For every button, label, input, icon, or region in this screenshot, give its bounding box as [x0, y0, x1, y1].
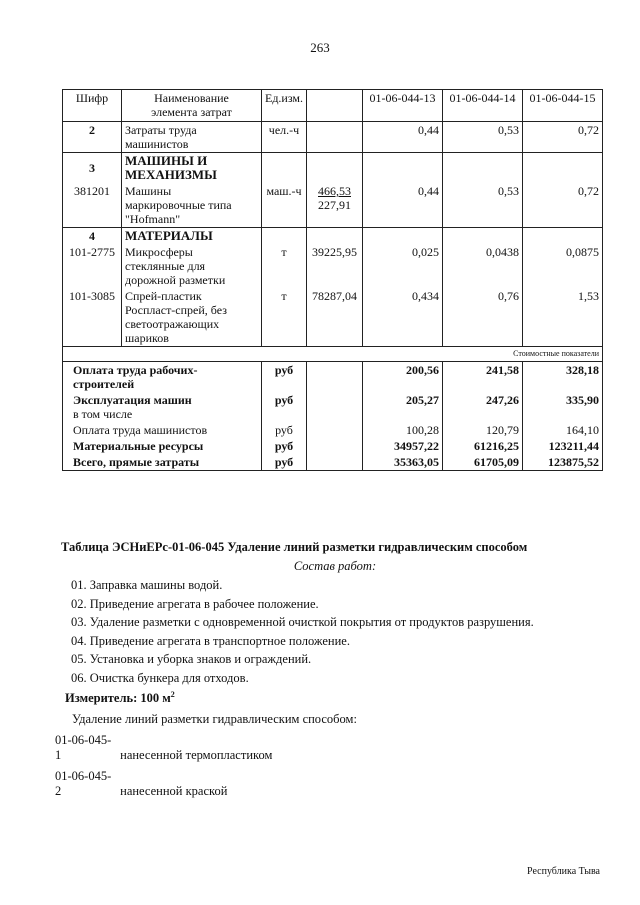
row-code: 4: [63, 228, 122, 245]
section-subtitle: Состав работ:: [293, 559, 377, 573]
row-code: 3: [63, 153, 122, 184]
table-row: [63, 153, 603, 184]
total-label-line: Оплата труда рабочих-: [73, 363, 198, 377]
total-value-1: 35363,05: [363, 454, 443, 471]
total-unit: руб: [262, 438, 307, 454]
row-name: [122, 288, 262, 347]
variant-text: нанесенной краской: [120, 783, 228, 798]
row-name-line: Спрей-пластик: [125, 289, 202, 303]
row-price: 78287,04: [307, 288, 363, 347]
total-row: [63, 362, 603, 393]
header-col3: 01-06-044-15: [523, 90, 603, 122]
total-label-line: в том числе: [73, 407, 133, 421]
row-name-line: МАШИНЫ И: [125, 153, 208, 168]
total-value-2: 61705,09: [443, 454, 523, 471]
row-code: 2: [63, 122, 122, 153]
row-price: [307, 183, 363, 228]
section-description: Удаление линий разметки гидравлическим способом:: [72, 711, 357, 726]
header-price: [307, 90, 363, 122]
row-name: [122, 122, 262, 153]
cost-indicators-label: Стоимостные показатели: [63, 347, 603, 362]
total-unit: руб: [262, 454, 307, 471]
row-name: [122, 244, 262, 288]
row-value-3: 0,0875: [523, 244, 603, 288]
row-name-line: машинистов: [125, 137, 189, 151]
row-value-1: 0,025: [363, 244, 443, 288]
resource-table: [62, 89, 603, 471]
work-item: 02. Приведение агрегата в рабочее положение.: [71, 596, 319, 611]
total-value-3: 123875,52: [523, 454, 603, 471]
table-row: [63, 244, 603, 288]
cost-indicators-row: [63, 347, 603, 362]
row-unit: маш.-ч: [262, 183, 307, 228]
row-name-line: Роспласт-спрей, без: [125, 303, 227, 317]
header-name: [122, 90, 262, 122]
total-row: [63, 392, 603, 422]
row-unit: т: [262, 244, 307, 288]
total-label: [63, 392, 262, 422]
total-unit: руб: [262, 422, 307, 438]
row-price-line: 466,53: [318, 184, 351, 198]
row-value-2: 0,53: [443, 183, 523, 228]
row-name-line: стеклянные для: [125, 259, 206, 273]
row-name-line: МЕХАНИЗМЫ: [125, 167, 217, 182]
row-unit: т: [262, 288, 307, 347]
work-item: 01. Заправка машины водой.: [71, 578, 223, 592]
total-value-3: 164,10: [523, 422, 603, 438]
total-row: [63, 438, 603, 454]
total-value-1: 34957,22: [363, 438, 443, 454]
row-value-3: 0,72: [523, 122, 603, 153]
total-value-2: 120,79: [443, 422, 523, 438]
work-item: 03. Удаление разметки с одновременной очисткой покрытия от продуктов разрушения.: [71, 615, 534, 629]
total-label: Всего, прямые затраты: [63, 454, 262, 471]
row-value-1: 0,434: [363, 288, 443, 347]
page-number: 263: [310, 40, 330, 55]
variant-item: [55, 769, 615, 799]
row-name-line: Затраты труда: [125, 123, 197, 137]
variant-code: 01-06-045-1: [55, 732, 112, 762]
row-code: 381201: [63, 183, 122, 228]
row-value-2: 0,53: [443, 122, 523, 153]
table-row: [63, 183, 603, 228]
row-name-line: Машины: [125, 184, 172, 198]
row-code: 101-2775: [63, 244, 122, 288]
row-name-line: маркировочные типа: [125, 198, 232, 212]
row-value-1: 0,44: [363, 183, 443, 228]
header-col1: 01-06-044-13: [363, 90, 443, 122]
total-row: [63, 422, 603, 438]
table-row: [63, 228, 603, 245]
row-value-2: 0,0438: [443, 244, 523, 288]
total-value-3: 123211,44: [523, 438, 603, 454]
header-code: Шифр: [63, 90, 122, 122]
work-item: 06. Очистка бункера для отходов.: [71, 670, 249, 685]
header-unit: Ед.изм.: [262, 90, 307, 122]
row-name: МАТЕРИАЛЫ: [122, 228, 262, 245]
table-row: [63, 122, 603, 153]
header-col2: 01-06-044-14: [443, 90, 523, 122]
variant-code: 01-06-045-2: [55, 768, 112, 798]
row-price-line: 227,91: [318, 198, 351, 212]
meter-label: [65, 690, 615, 706]
total-value-1: 100,28: [363, 422, 443, 438]
work-item: 04. Приведение агрегата в транспортное положение.: [71, 633, 350, 648]
row-code: 101-3085: [63, 288, 122, 347]
work-item: 05. Установка и уборка знаков и ограждений.: [71, 652, 312, 666]
row-name-line: "Hofmann": [125, 212, 181, 226]
row-name: [122, 183, 262, 228]
total-label-line: Эксплуатация машин: [73, 393, 192, 407]
row-value-3: 1,53: [523, 288, 603, 347]
row-name-line: дорожной разметки: [125, 273, 226, 287]
meter-sup: 2: [170, 689, 175, 699]
total-unit: руб: [262, 392, 307, 422]
row-value-3: 0,72: [523, 183, 603, 228]
total-value-1: 200,56: [363, 362, 443, 393]
row-unit: чел.-ч: [262, 122, 307, 153]
meter-text: Измеритель: 100 м: [65, 690, 171, 705]
total-value-3: 328,18: [523, 362, 603, 393]
table-section: [55, 540, 615, 805]
total-label-line: строителей: [73, 377, 135, 391]
total-label: Материальные ресурсы: [63, 438, 262, 454]
total-value-2: 247,26: [443, 392, 523, 422]
row-name-line: светоотражающих: [125, 317, 220, 331]
row-value-1: 0,44: [363, 122, 443, 153]
variant-item: [55, 733, 615, 763]
footer-region: Республика Тыва: [527, 866, 600, 877]
total-label: [63, 362, 262, 393]
table-header-row: [63, 90, 603, 122]
header-name-line1: Наименование: [154, 91, 229, 105]
row-name-line: шариков: [125, 331, 169, 345]
row-price: 39225,95: [307, 244, 363, 288]
total-unit: руб: [262, 362, 307, 393]
total-value-2: 241,58: [443, 362, 523, 393]
section-title: Таблица ЭСНиЕРс-01-06-045 Удаление линий разметки гидравлическим способом: [61, 540, 528, 554]
total-label: Оплата труда машинистов: [63, 422, 262, 438]
total-value-1: 205,27: [363, 392, 443, 422]
total-row: [63, 454, 603, 471]
variant-text: нанесенной термопластиком: [120, 747, 273, 762]
table-row: [63, 288, 603, 347]
row-value-2: 0,76: [443, 288, 523, 347]
row-name-line: Микросферы: [125, 245, 193, 259]
total-value-2: 61216,25: [443, 438, 523, 454]
row-price: [307, 122, 363, 153]
row-name: [122, 153, 262, 184]
total-value-3: 335,90: [523, 392, 603, 422]
header-name-line2: элемента затрат: [151, 105, 232, 119]
